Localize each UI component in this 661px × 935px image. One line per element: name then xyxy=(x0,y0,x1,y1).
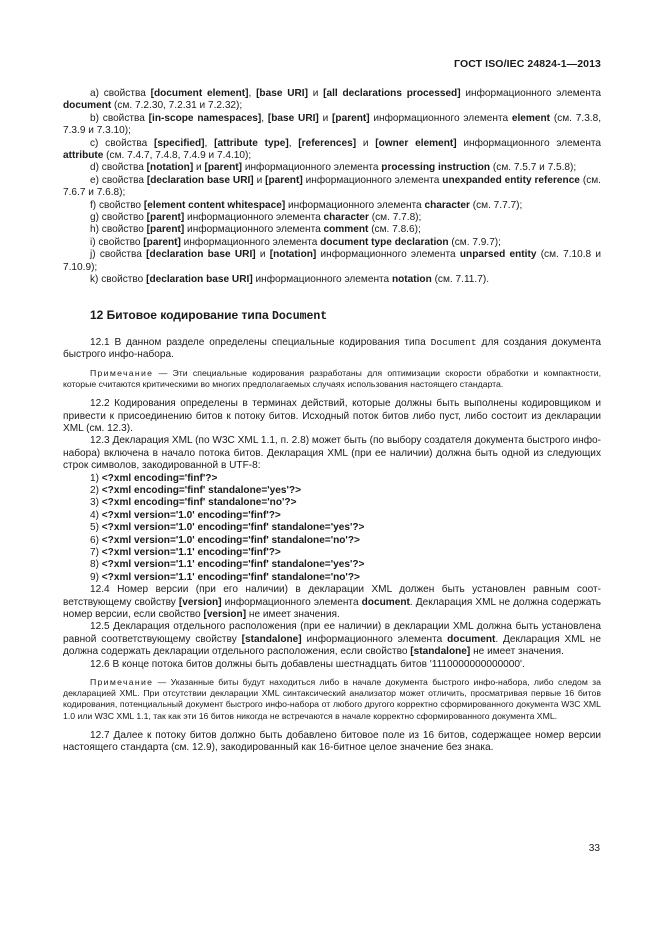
list-item xyxy=(63,113,601,138)
list-item xyxy=(63,138,601,163)
text-fragment: , xyxy=(248,88,257,99)
note-1-text: — Эти специальные кодирования разработаны для оптимизации скорости обработки и компактности, которые считаются критическими во многих предполагаемых случаях использования настоящего стандарта. xyxy=(63,367,601,389)
section-title xyxy=(90,309,601,323)
list-number: 3) xyxy=(90,497,102,509)
list-item xyxy=(63,572,601,584)
page-number: 33 xyxy=(588,843,600,854)
xml-declaration: <?xml version='1.0' encoding='finf' standalone='yes'?> xyxy=(101,522,365,534)
text-fragment: , xyxy=(261,112,268,124)
text-fragment: и xyxy=(255,249,270,261)
section-title-text: 12 Битовое кодирование типа xyxy=(90,307,272,322)
text-fragment: информационного элемента xyxy=(242,162,382,174)
text-fragment: (см. 7.7.7); xyxy=(469,199,523,211)
bold-term: attribute xyxy=(63,150,104,162)
list-number: 5) xyxy=(90,522,102,534)
text-fragment: информационного элемента xyxy=(369,112,512,124)
paragraph-12-4 xyxy=(63,584,601,621)
text-fragment: 12.4 Номер версии (при его наличии) в декларации XML должен быть установлен равным соответствующему свойству xyxy=(63,584,601,608)
xml-declarations-list xyxy=(63,473,601,585)
list-item xyxy=(63,497,601,509)
text-fragment: d) свойства xyxy=(90,162,147,174)
text-fragment: i) свойство xyxy=(90,236,144,248)
text-fragment: и xyxy=(356,137,376,149)
bold-term: [in-scope namespaces] xyxy=(148,112,262,124)
bold-term: [declaration base URI] xyxy=(146,174,254,186)
properties-list xyxy=(63,88,601,287)
paragraph-12-2: 12.2 Кодирования определены в терминах действий, которые должны быть выполнены кодировщиком и привести к присоединению битов к потоку битов. Исходный поток битов либо пуст, либо состоит из декларации XML (см. 12.3). xyxy=(63,398,601,434)
list-item xyxy=(63,237,601,249)
bold-term: [declaration base URI] xyxy=(146,274,253,286)
document-header: ГОСТ ISO/IEC 24824-1—2013 xyxy=(454,58,601,70)
bold-term: [base URI] xyxy=(256,88,308,99)
list-item xyxy=(63,559,601,571)
text-fragment: (см. 7.9.7); xyxy=(448,236,501,248)
text-fragment: b) свойства xyxy=(90,112,149,124)
list-number: 6) xyxy=(90,534,102,546)
paragraph-12-1 xyxy=(63,337,601,362)
text-fragment: и xyxy=(193,162,205,174)
bold-term: [parent] xyxy=(146,224,185,236)
xml-declaration: <?xml version='1.1' encoding='finf' standalone='yes'?> xyxy=(101,559,365,571)
xml-declaration: <?xml version='1.0' encoding='finf'?> xyxy=(101,509,281,521)
list-item xyxy=(63,510,601,522)
text-fragment: информационного элемента xyxy=(460,88,601,99)
text-fragment: e) свойства xyxy=(90,174,147,186)
text-fragment: f) свойство xyxy=(90,199,144,211)
text-fragment: информационного элемента xyxy=(456,137,602,149)
bold-term: unexpanded entity reference xyxy=(442,174,580,186)
bold-term: [all declarations processed] xyxy=(323,88,461,99)
p12-1-code: Document xyxy=(430,336,477,348)
xml-declaration: <?xml version='1.0' encoding='finf' standalone='no'?> xyxy=(101,534,360,546)
paragraph-12-5 xyxy=(63,621,601,658)
note-1 xyxy=(63,368,601,390)
text-fragment: информационного элемента xyxy=(301,633,448,645)
bold-term: document xyxy=(447,633,496,645)
list-item xyxy=(63,249,601,274)
bold-term: character xyxy=(424,199,470,211)
bold-term: character xyxy=(323,212,369,224)
bold-term: document type declaration xyxy=(320,236,449,248)
bold-term: [parent] xyxy=(143,236,181,248)
text-fragment: (см. 7.6.7 и 7.6.8); xyxy=(63,174,601,199)
list-number: 4) xyxy=(90,509,102,521)
bold-term: [standalone] xyxy=(241,633,302,645)
text-fragment: не имеет значения. xyxy=(246,609,340,621)
text-fragment: c) свойства xyxy=(90,137,155,149)
bold-term: element xyxy=(511,112,551,124)
text-fragment: , xyxy=(204,137,215,149)
list-item xyxy=(63,162,601,174)
section-title-code: Document xyxy=(272,309,328,323)
list-item xyxy=(63,88,601,113)
list-item xyxy=(63,535,601,547)
text-fragment: j) свойства xyxy=(90,249,147,261)
text-fragment: (см. 7.8.6); xyxy=(368,224,421,236)
paragraph-12-7: 12.7 Далее к потоку битов должно быть добавлено битовое поле из 16 битов, содержащее номер версии настоящего стандарта (см. 12.9), закодированный как 16-битное целое значение без знака. xyxy=(63,729,601,754)
xml-declaration: <?xml encoding='finf' standalone='yes'?> xyxy=(101,484,301,496)
bold-term: [attribute type] xyxy=(214,137,289,149)
text-fragment: а) свойства xyxy=(90,88,151,99)
bold-term: unparsed entity xyxy=(459,249,537,261)
text-fragment: информационного элемента xyxy=(316,249,460,261)
text-fragment: (см. 7.5.7 и 7.5.8); xyxy=(490,162,577,174)
bold-term: [standalone] xyxy=(410,646,471,658)
list-number: 9) xyxy=(90,571,102,583)
xml-declaration: <?xml encoding='finf' standalone='no'?> xyxy=(101,497,297,509)
bold-term: [notation] xyxy=(269,249,317,261)
text-fragment: (см. 7.3.8, 7.3.9 и 7.3.10); xyxy=(63,112,602,137)
bold-term: processing instruction xyxy=(381,162,491,174)
bold-term: document xyxy=(361,596,410,608)
xml-declaration: <?xml encoding='finf'?> xyxy=(101,472,218,484)
list-item xyxy=(63,200,601,212)
text-fragment: , xyxy=(288,137,299,149)
bold-term: comment xyxy=(323,224,369,236)
bold-term: [document element] xyxy=(150,88,249,99)
text-fragment: (см. 7.2.30, 7.2.31 и 7.2.32); xyxy=(111,100,243,112)
text-fragment: информационного элемента xyxy=(184,224,324,236)
bold-term: [owner element] xyxy=(375,137,457,149)
page-content xyxy=(63,88,601,755)
list-number: 2) xyxy=(90,484,102,496)
text-fragment: информационного элемента xyxy=(252,274,392,286)
list-item xyxy=(63,522,601,534)
note-2-text: — Указанные биты будут находиться либо в начале документа быстрого инфо-набора, либо следом за декларацией XML. При отсутствии декларации XML синтаксический анализатор может отличить, просматривая первые 16 битов кодирования, потенциальный документ быстрого инфо-набора от любого другого корректно сформированного документа W3C XML 1.0 или W3C XML 1.1, так как эти 16 битов никогда не встречаются в начале корректно сформированного документа XML. xyxy=(63,677,601,721)
text-fragment: (см. 7.4.7, 7.4.8, 7.4.9 и 7.4.10); xyxy=(103,150,252,162)
bold-term: [parent] xyxy=(146,212,185,224)
text-fragment: и xyxy=(318,112,333,124)
text-fragment: и xyxy=(253,174,266,186)
bold-term: [element content whitespace] xyxy=(143,199,286,211)
text-fragment: h) свойство xyxy=(90,224,147,236)
xml-declaration: <?xml version='1.1' encoding='finf'?> xyxy=(101,547,281,558)
text-fragment: k) свойство xyxy=(90,274,147,286)
text-fragment: . Декларация XML не должна содержать декларации отдельного расположения, если свойство xyxy=(63,633,601,658)
bold-term: document xyxy=(63,100,112,112)
text-fragment: (см. 7.7.8); xyxy=(368,212,422,224)
bold-term: [parent] xyxy=(332,112,370,124)
note-1-label: Примечание xyxy=(90,367,154,378)
bold-term: [version] xyxy=(203,609,247,621)
list-item xyxy=(63,224,601,236)
list-number: 8) xyxy=(90,559,102,571)
list-item xyxy=(63,212,601,224)
bold-term: [parent] xyxy=(265,174,303,186)
text-fragment: информационного элемента xyxy=(302,174,443,186)
xml-declaration: <?xml version='1.1' encoding='finf' standalone='no'?> xyxy=(101,571,360,583)
text-fragment: информационного элемента xyxy=(180,236,321,248)
list-number: 7) xyxy=(90,547,102,558)
text-fragment: не имеет значения. xyxy=(470,646,564,658)
list-item xyxy=(63,473,601,485)
paragraph-12-3: 12.3 Декларация XML (по W3C XML 1.1, п. 2.8) может быть (по выбору создателя документа быстрого инфо-набора) включена в начало потока битов. Декларация XML (при ее наличии) должна быть одной из следующих строк символов, закодированной в UTF-8: xyxy=(63,435,601,472)
list-number: 1) xyxy=(90,472,102,484)
text-fragment: и xyxy=(307,88,324,99)
list-item xyxy=(63,547,601,559)
text-fragment: . Декларация XML не должна содержать номер версии, если свойство xyxy=(63,596,602,621)
note-2 xyxy=(63,677,601,722)
bold-term: [base URI] xyxy=(267,112,319,124)
list-item xyxy=(63,274,601,286)
bold-term: [version] xyxy=(178,596,222,608)
text-fragment: 12.5 Декларация отдельного расположения (при ее наличии) в декларации XML должна быть установлена равной соответствующему свойству xyxy=(63,621,601,645)
bold-term: [specified] xyxy=(154,137,205,149)
note-2-label: Примечание xyxy=(90,677,154,688)
bold-term: [notation] xyxy=(146,162,194,174)
text-fragment: информационного элемента xyxy=(221,596,362,608)
list-item xyxy=(63,175,601,200)
text-fragment: информационного элемента xyxy=(285,199,425,211)
text-fragment: (см. 7.11.7). xyxy=(431,274,490,286)
bold-term: [declaration base URI] xyxy=(146,249,256,261)
p12-1-text: 12.1 В данном разделе определены специальные кодирования типа xyxy=(90,336,431,348)
text-fragment: g) свойство xyxy=(90,212,147,224)
text-fragment: (см. 7.10.8 и 7.10.9); xyxy=(63,249,602,273)
bold-term: [references] xyxy=(298,137,357,149)
bold-term: notation xyxy=(391,274,432,286)
list-item xyxy=(63,485,601,497)
text-fragment: информационного элемента xyxy=(184,212,324,224)
bold-term: [parent] xyxy=(204,162,243,174)
p12-1-text-end: для создания документа быстрого инфо-набора. xyxy=(63,336,602,361)
paragraph-12-6: 12.6 В конце потока битов должны быть добавлены шестнадцать битов '1110000000000000'. xyxy=(90,658,525,670)
